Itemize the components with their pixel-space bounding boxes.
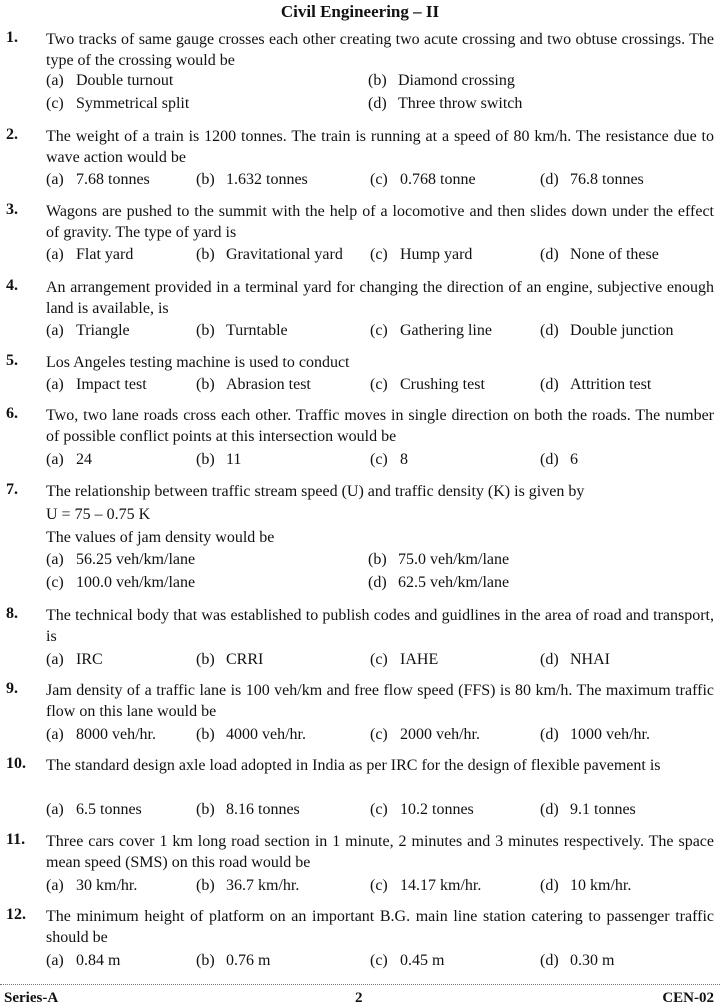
question-number: 6. bbox=[6, 405, 18, 422]
option-d: (d) 76.8 tonnes bbox=[540, 171, 644, 188]
question-number: 10. bbox=[6, 755, 26, 772]
option-a: (a) 8000 veh/hr. bbox=[46, 726, 156, 743]
question-text: Three cars cover 1 km long road section in 1 minute, 2 minutes and 3 minutes respectively. The space mean speed (SMS) on this road would be bbox=[46, 833, 714, 871]
option-b: (b) Diamond crossing bbox=[368, 72, 515, 89]
question-text: Two tracks of same gauge crosses each other creating two acute crossing and two obtuse crossings. The type of the crossing would be bbox=[46, 31, 714, 69]
option-d: (d) 10 km/hr. bbox=[540, 877, 632, 894]
option-a: (a) Triangle bbox=[46, 322, 130, 339]
option-d: (d) 0.30 m bbox=[540, 952, 615, 969]
question-text: Los Angeles testing machine is used to conduct bbox=[46, 354, 350, 371]
option-a: (a) Impact test bbox=[46, 376, 147, 393]
question-number: 9. bbox=[6, 680, 18, 697]
option-b: (b) CRRI bbox=[196, 651, 264, 668]
option-c: (c) Symmetrical split bbox=[46, 95, 190, 112]
option-a: (a) Double turnout bbox=[46, 72, 174, 89]
option-c: (c) 0.768 tonne bbox=[370, 171, 476, 188]
option-c: (c) Crushing test bbox=[370, 376, 485, 393]
option-c: (c) Gathering line bbox=[370, 322, 492, 339]
option-d: (d) 1000 veh/hr. bbox=[540, 726, 650, 743]
question-text: Two, two lane roads cross each other. Traffic moves in single direction on both the roads. The number of possible conflict points at this intersection would be bbox=[46, 407, 714, 445]
option-c: (c) 8 bbox=[370, 451, 408, 468]
option-a: (a) Flat yard bbox=[46, 246, 134, 263]
question-number: 2. bbox=[6, 126, 18, 143]
footer-code: CEN-02 bbox=[662, 990, 714, 1006]
question-number: 7. bbox=[6, 481, 18, 498]
option-b: (b) 8.16 tonnes bbox=[196, 801, 300, 818]
option-d: (d) None of these bbox=[540, 246, 659, 263]
option-c: (c) Hump yard bbox=[370, 246, 473, 263]
question-text: Jam density of a traffic lane is 100 veh/km and free flow speed (FFS) is 80 km/h. The maximum traffic flow on this lane would be bbox=[46, 682, 714, 720]
question-text-continued: The values of jam density would be bbox=[46, 529, 275, 546]
option-a: (a) 0.84 m bbox=[46, 952, 121, 969]
option-d: (d) Three throw switch bbox=[368, 95, 523, 112]
option-b: (b) Abrasion test bbox=[196, 376, 311, 393]
option-c: (c) 2000 veh/hr. bbox=[370, 726, 480, 743]
option-a: (a) 6.5 tonnes bbox=[46, 801, 142, 818]
option-d: (d) Double junction bbox=[540, 322, 674, 339]
option-d: (d) 6 bbox=[540, 451, 578, 468]
footer-divider bbox=[0, 984, 720, 985]
option-c: (c) 14.17 km/hr. bbox=[370, 877, 482, 894]
question-text: Wagons are pushed to the summit with the help of a locomotive and then slides down under the effect of gravity. The type of yard is bbox=[46, 203, 714, 241]
option-b: (b) 1.632 tonnes bbox=[196, 171, 308, 188]
question-text: The technical body that was established to publish codes and guidlines in the area of road and transport, is bbox=[46, 607, 714, 645]
option-c: (c) IAHE bbox=[370, 651, 439, 668]
option-b: (b) 75.0 veh/km/lane bbox=[368, 551, 510, 568]
question-equation: U = 75 – 0.75 K bbox=[46, 506, 151, 523]
option-b: (b) 4000 veh/hr. bbox=[196, 726, 306, 743]
option-b: (b) 11 bbox=[196, 451, 242, 468]
question-number: 11. bbox=[6, 831, 26, 848]
question-number: 5. bbox=[6, 352, 18, 369]
question-text: The weight of a train is 1200 tonnes. The train is running at a speed of 80 km/h. The resistance due to wave action would be bbox=[46, 128, 714, 166]
question-number: 3. bbox=[6, 201, 18, 218]
option-a: (a) 56.25 veh/km/lane bbox=[46, 551, 196, 568]
footer-page-number: 2 bbox=[355, 990, 363, 1006]
option-a: (a) 24 bbox=[46, 451, 92, 468]
option-c: (c) 0.45 m bbox=[370, 952, 445, 969]
option-c: (c) 100.0 veh/km/lane bbox=[46, 574, 196, 591]
question-number: 1. bbox=[6, 29, 18, 46]
option-c: (c) 10.2 tonnes bbox=[370, 801, 474, 818]
option-a: (a) 30 km/hr. bbox=[46, 877, 138, 894]
question-text: The minimum height of platform on an important B.G. main line station catering to passenger traffic should be bbox=[46, 908, 714, 946]
page-title: Civil Engineering – II bbox=[280, 2, 440, 21]
option-a: (a) 7.68 tonnes bbox=[46, 171, 150, 188]
option-b: (b) 36.7 km/hr. bbox=[196, 877, 300, 894]
option-b: (b) 0.76 m bbox=[196, 952, 271, 969]
footer-series: Series-A bbox=[4, 990, 59, 1006]
option-a: (a) IRC bbox=[46, 651, 103, 668]
option-d: (d) 9.1 tonnes bbox=[540, 801, 636, 818]
option-d: (d) NHAI bbox=[540, 651, 610, 668]
option-b: (b) Turntable bbox=[196, 322, 288, 339]
question-number: 4. bbox=[6, 277, 18, 294]
option-b: (b) Gravitational yard bbox=[196, 246, 343, 263]
question-text: The relationship between traffic stream speed (U) and traffic density (K) is given by bbox=[46, 483, 585, 500]
question-number: 8. bbox=[6, 605, 18, 622]
question-text: An arrangement provided in a terminal yard for changing the direction of an engine, subjective enough land is available, is bbox=[46, 279, 714, 317]
option-d: (d) Attrition test bbox=[540, 376, 652, 393]
question-number: 12. bbox=[6, 906, 26, 923]
option-d: (d) 62.5 veh/km/lane bbox=[368, 574, 510, 591]
question-text: The standard design axle load adopted in India as per IRC for the design of flexible pavement is bbox=[46, 757, 661, 774]
